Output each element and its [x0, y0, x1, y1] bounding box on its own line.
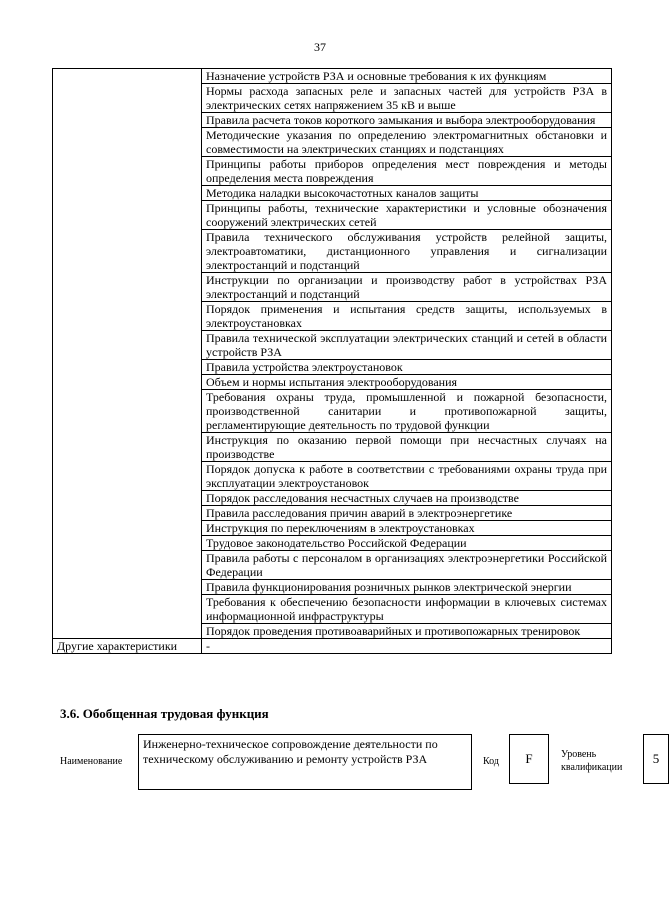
generalized-function-row: [56, 734, 660, 794]
required-knowledge-label-cell: [53, 69, 202, 639]
requirement-item: Порядок допуска к работе в соответствии с требованиями охраны труда при эксплуатации электроустановок: [202, 462, 612, 491]
name-label: Наименование: [60, 756, 123, 767]
requirement-item: Правила расчета токов короткого замыкания и выбора электрооборудования: [202, 113, 612, 128]
other-characteristics-row: [53, 639, 612, 654]
other-characteristics-label: Другие характеристики: [53, 639, 202, 654]
requirement-item: Порядок проведения противоаварийных и противопожарных тренировок: [202, 624, 612, 639]
requirement-item: Правила технического обслуживания устройств релейной защиты, электроавтоматики, дистанционного управления и сигнализации электростанций и подстанций: [202, 230, 612, 273]
knowledge-requirements-table: [52, 68, 612, 654]
requirement-item: Порядок применения и испытания средств защиты, используемых в электроустановках: [202, 302, 612, 331]
requirement-item: Принципы работы, технические характеристики и условные обозначения сооружений электрических сетей: [202, 201, 612, 230]
requirement-item: Трудовое законодательство Российской Федерации: [202, 536, 612, 551]
requirement-item: Правила функционирования розничных рынков электрической энергии: [202, 580, 612, 595]
requirement-item: Инструкции по организации и производству работ в устройствах РЗА электростанций и подстанций: [202, 273, 612, 302]
requirement-item: Требования к обеспечению безопасности информации в ключевых системах информационной инфраструктуры: [202, 595, 612, 624]
requirement-item: Правила работы с персоналом в организациях электроэнергетики Российской Федерации: [202, 551, 612, 580]
qualification-level-box: 5: [643, 734, 669, 784]
section-title: 3.6. Обобщенная трудовая функция: [60, 706, 269, 721]
requirement-item: Методика наладки высокочастотных каналов защиты: [202, 186, 612, 201]
requirement-item: Объем и нормы испытания электрооборудования: [202, 375, 612, 390]
code-label: Код: [483, 756, 499, 767]
requirement-item: Правила устройства электроустановок: [202, 360, 612, 375]
requirement-item: Нормы расхода запасных реле и запасных частей для устройств РЗА в электрических сетях напряжением 35 кВ и выше: [202, 84, 612, 113]
requirement-item: Назначение устройств РЗА и основные требования к их функциям: [202, 69, 612, 84]
requirement-item: Правила расследования причин аварий в электроэнергетике: [202, 506, 612, 521]
requirement-item: Правила технической эксплуатации электрических станций и сетей в области устройств РЗА: [202, 331, 612, 360]
requirement-item: Инструкция по переключениям в электроустановках: [202, 521, 612, 536]
requirement-item: Порядок расследования несчастных случаев на производстве: [202, 491, 612, 506]
page-number: 37: [314, 40, 326, 54]
name-value-box: Инженерно-техническое сопровождение деятельности по техническому обслуживанию и ремонту устройств РЗА: [138, 734, 472, 790]
requirement-item: Требования охраны труда, промышленной и пожарной безопасности, производственной санитарии и противопожарной защиты, регламентирующие деятельность по трудовой функции: [202, 390, 612, 433]
requirement-row: [53, 69, 612, 84]
other-characteristics-value: -: [202, 639, 612, 654]
requirement-item: Принципы работы приборов определения мест повреждения и методы определения места повреждения: [202, 157, 612, 186]
requirement-item: Методические указания по определению электромагнитных обстановки и совместимости на электрических станциях и подстанциях: [202, 128, 612, 157]
requirement-item: Инструкция по оказанию первой помощи при несчастных случаях на производстве: [202, 433, 612, 462]
qualification-level-label: Уровень квалификации: [561, 749, 623, 773]
requirements-table-body: [53, 69, 612, 654]
code-value-box: F: [509, 734, 549, 784]
